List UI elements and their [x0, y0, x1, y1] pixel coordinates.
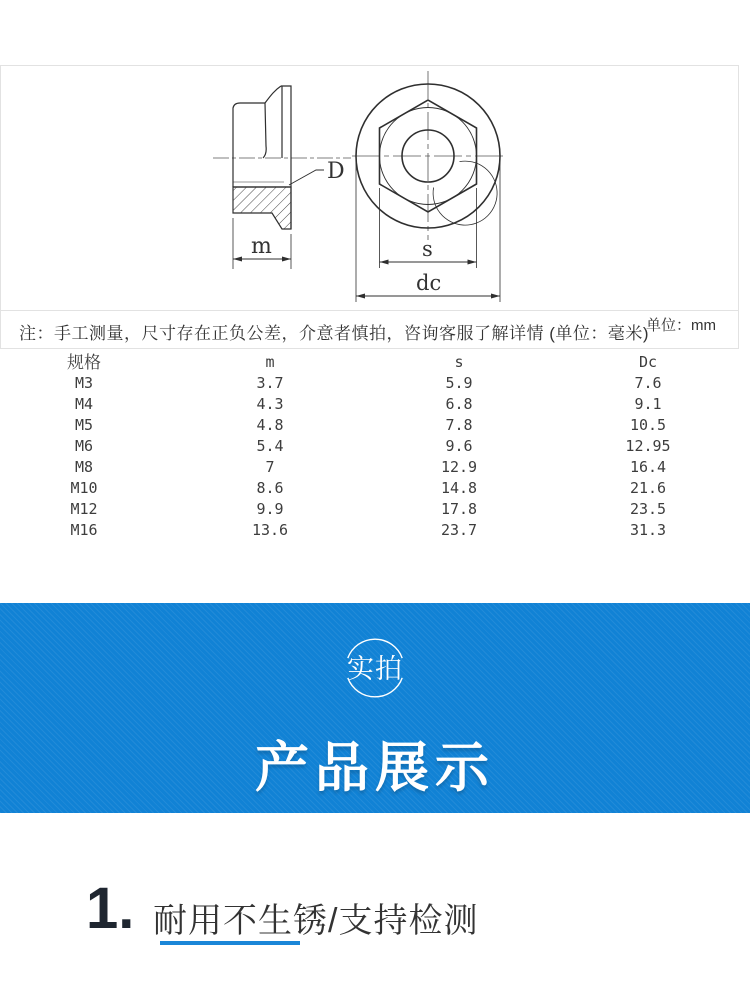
table-cell: 23.5 [629, 500, 667, 518]
banner-title: 产品展示 [255, 738, 495, 798]
product-display-banner [0, 603, 750, 813]
spec-box [0, 65, 739, 349]
table-row [0, 457, 750, 478]
table-cell: 4.8 [256, 416, 284, 434]
table-cell: 12.9 [440, 458, 478, 476]
flange-nut-drawing-svg [1, 66, 738, 310]
table-cell: 7.8 [445, 416, 473, 434]
table-cell: 9.6 [445, 437, 473, 455]
table-cell: M10 [70, 479, 98, 497]
measurement-note-row [1, 310, 738, 348]
table-row [0, 415, 750, 436]
top-view [352, 71, 507, 302]
table-cell: 16.4 [629, 458, 667, 476]
flange-nut-technical-drawing [1, 66, 738, 310]
table-cell: 23.7 [440, 521, 478, 539]
table-cell: 17.8 [440, 500, 478, 518]
dimension-table [0, 352, 750, 541]
table-row [0, 394, 750, 415]
col-header-dc: Dc [638, 353, 658, 371]
table-cell: 5.4 [256, 437, 284, 455]
col-header-spec: 规格 [67, 353, 101, 372]
table-row [0, 478, 750, 499]
unit-label: 单位：mm [646, 317, 716, 334]
table-cell: M6 [74, 437, 94, 455]
table-cell: 6.8 [445, 395, 473, 413]
table-cell: 4.3 [256, 395, 284, 413]
table-cell: 21.6 [629, 479, 667, 497]
table-cell: M12 [70, 500, 98, 518]
table-cell: 9.1 [634, 395, 662, 413]
dim-label-D: D [327, 159, 345, 184]
table-cell: M5 [74, 416, 94, 434]
table-cell: 12.95 [625, 437, 671, 455]
table-cell: 14.8 [440, 479, 478, 497]
table-header-row [0, 352, 750, 373]
feature-number: 1. [86, 876, 135, 941]
dim-label-dc: dc [416, 271, 442, 295]
col-header-s: s [454, 353, 464, 371]
table-cell: 13.6 [251, 521, 289, 539]
table-cell: M4 [74, 395, 94, 413]
dim-label-s: s [422, 237, 433, 261]
feature-underline [160, 941, 300, 945]
real-shot-badge [343, 636, 407, 700]
table-cell: 10.5 [629, 416, 667, 434]
measurement-note: 注：手工测量，尺寸存在正负公差，介意者慎拍，咨询客服了解详情 (单位：毫米) [19, 324, 650, 343]
table-row [0, 499, 750, 520]
table-cell: 3.7 [256, 374, 284, 392]
table-cell: 31.3 [629, 521, 667, 539]
badge-label: 实拍 [347, 653, 403, 684]
table-cell: 7 [265, 458, 275, 476]
feature-title: 耐用不生锈/支持检测 [153, 902, 479, 940]
table-cell: 9.9 [256, 500, 284, 518]
table-row [0, 520, 750, 541]
col-header-m: m [265, 353, 275, 371]
table-row [0, 436, 750, 457]
table-body [0, 373, 750, 541]
table-cell: M8 [74, 458, 94, 476]
table-cell: 5.9 [445, 374, 473, 392]
table-cell: 7.6 [634, 374, 662, 392]
table-row [0, 373, 750, 394]
dim-label-m: m [251, 234, 272, 259]
table-cell: M3 [74, 374, 94, 392]
table-cell: 8.6 [256, 479, 284, 497]
table-cell: M16 [70, 521, 98, 539]
feature-section [0, 813, 750, 1005]
